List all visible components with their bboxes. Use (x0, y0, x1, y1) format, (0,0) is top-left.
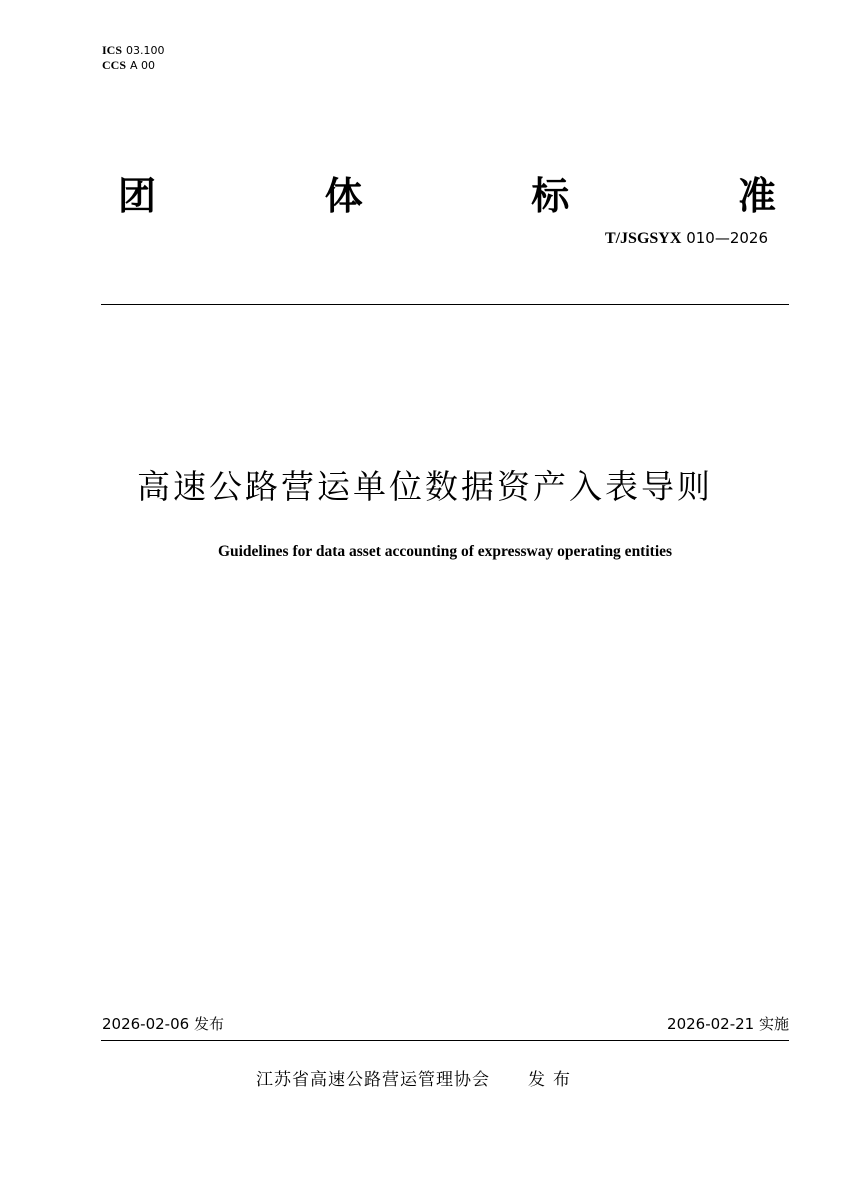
issuer-organization: 江苏省高速公路营运管理协会 (256, 1070, 490, 1090)
document-title-en: Guidelines for data asset accounting of expressway operating entities (217, 543, 673, 560)
ics-label: ICS (102, 43, 123, 57)
standard-type-char: 标 (531, 174, 570, 218)
standard-number-prefix: T/JSGSYX (604, 230, 682, 247)
classification-codes (102, 43, 165, 73)
ccs-value: A 00 (130, 59, 156, 72)
top-divider (101, 304, 789, 305)
ccs-code (102, 58, 165, 73)
standard-type-heading (112, 171, 782, 221)
issuer-action: 发布 (528, 1070, 578, 1090)
ics-code (102, 43, 165, 58)
standard-number-value: 010—2026 (686, 229, 768, 247)
publish-date: 2026-02-06 发布 (102, 1015, 224, 1033)
bottom-divider (101, 1040, 789, 1041)
standard-type-char: 团 (117, 174, 156, 218)
issuer-line (256, 1068, 578, 1092)
standard-number (605, 228, 768, 249)
effective-date: 2026-02-21 实施 (667, 1015, 789, 1033)
ccs-label: CCS (102, 58, 127, 72)
document-title-cn: 高速公路营运单位数据资产入表导则 (137, 467, 713, 506)
standard-type-char: 体 (324, 174, 363, 218)
standard-type-char: 准 (737, 174, 776, 218)
ics-value: 03.100 (126, 44, 165, 57)
